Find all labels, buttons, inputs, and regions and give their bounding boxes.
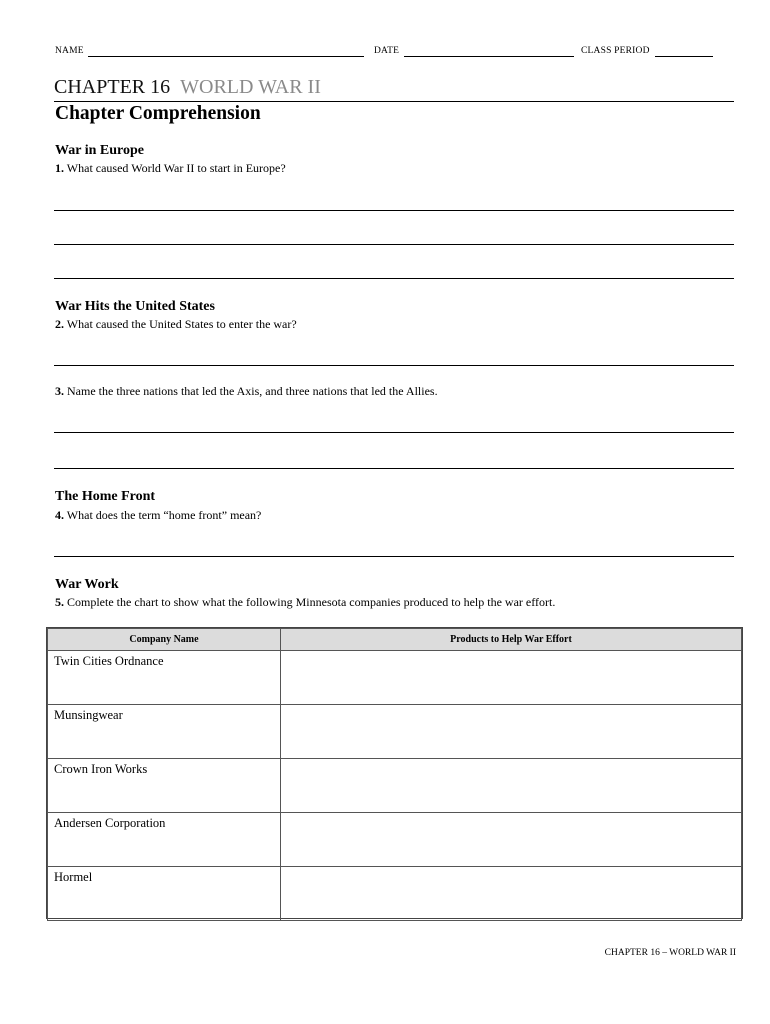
question-3 (55, 384, 438, 399)
section-heading-war-work: War Work (55, 577, 119, 592)
section-heading-war-in-europe: War in Europe (55, 143, 144, 158)
answer-line-q4[interactable] (54, 556, 734, 557)
question-text: Name the three nations that led the Axis, and three nations that led the Allies. (67, 384, 438, 398)
name-field[interactable] (88, 48, 364, 57)
question-number: 5. (55, 595, 64, 609)
answer-line-q1-c[interactable] (54, 278, 734, 279)
question-number: 1. (55, 161, 64, 175)
class-period-field[interactable] (655, 48, 713, 57)
products-cell[interactable] (281, 705, 742, 759)
class-period-label: CLASS PERIOD (581, 46, 650, 56)
date-label: DATE (374, 46, 400, 56)
table-row (48, 813, 742, 867)
company-cell: Twin Cities Ordnance (48, 651, 281, 705)
column-header-products: Products to Help War Effort (281, 629, 742, 651)
question-text: What does the term “home front” mean? (66, 508, 262, 522)
name-label: NAME (55, 46, 84, 56)
company-cell: Munsingwear (48, 705, 281, 759)
question-number: 2. (55, 317, 64, 331)
companies-chart (46, 627, 743, 919)
answer-line-q1-b[interactable] (54, 244, 734, 245)
question-text: What caused the United States to enter the war? (66, 317, 297, 331)
question-1 (55, 161, 286, 176)
section-heading-war-hits-us: War Hits the United States (55, 299, 215, 314)
table-row (48, 651, 742, 705)
chapter-title (54, 76, 734, 102)
question-text: Complete the chart to show what the following Minnesota companies produced to help the war effort. (67, 595, 556, 609)
question-5 (55, 595, 555, 610)
answer-line-q1-a[interactable] (54, 210, 734, 211)
company-cell: Andersen Corporation (48, 813, 281, 867)
date-field[interactable] (404, 48, 574, 57)
companies-table (47, 628, 742, 921)
products-cell[interactable] (281, 651, 742, 705)
page-heading: Chapter Comprehension (55, 103, 261, 124)
chapter-name: WORLD WAR II (180, 76, 321, 98)
table-row (48, 759, 742, 813)
products-cell[interactable] (281, 867, 742, 921)
question-2 (55, 317, 297, 332)
table-row (48, 705, 742, 759)
question-4 (55, 508, 261, 523)
question-number: 4. (55, 508, 64, 522)
section-heading-home-front: The Home Front (55, 489, 156, 504)
answer-line-q3-b[interactable] (54, 468, 734, 469)
column-header-company: Company Name (48, 629, 281, 651)
chapter-number: CHAPTER 16 (54, 76, 171, 98)
answer-line-q3-a[interactable] (54, 432, 734, 433)
page-footer: CHAPTER 16 – WORLD WAR II (604, 948, 736, 958)
products-cell[interactable] (281, 759, 742, 813)
company-cell: Crown Iron Works (48, 759, 281, 813)
answer-line-q2[interactable] (54, 365, 734, 366)
products-cell[interactable] (281, 813, 742, 867)
question-text: What caused World War II to start in Europe? (66, 161, 286, 175)
table-row (48, 867, 742, 921)
company-cell: Hormel (48, 867, 281, 921)
question-number: 3. (55, 384, 64, 398)
table-header-row (48, 629, 742, 651)
